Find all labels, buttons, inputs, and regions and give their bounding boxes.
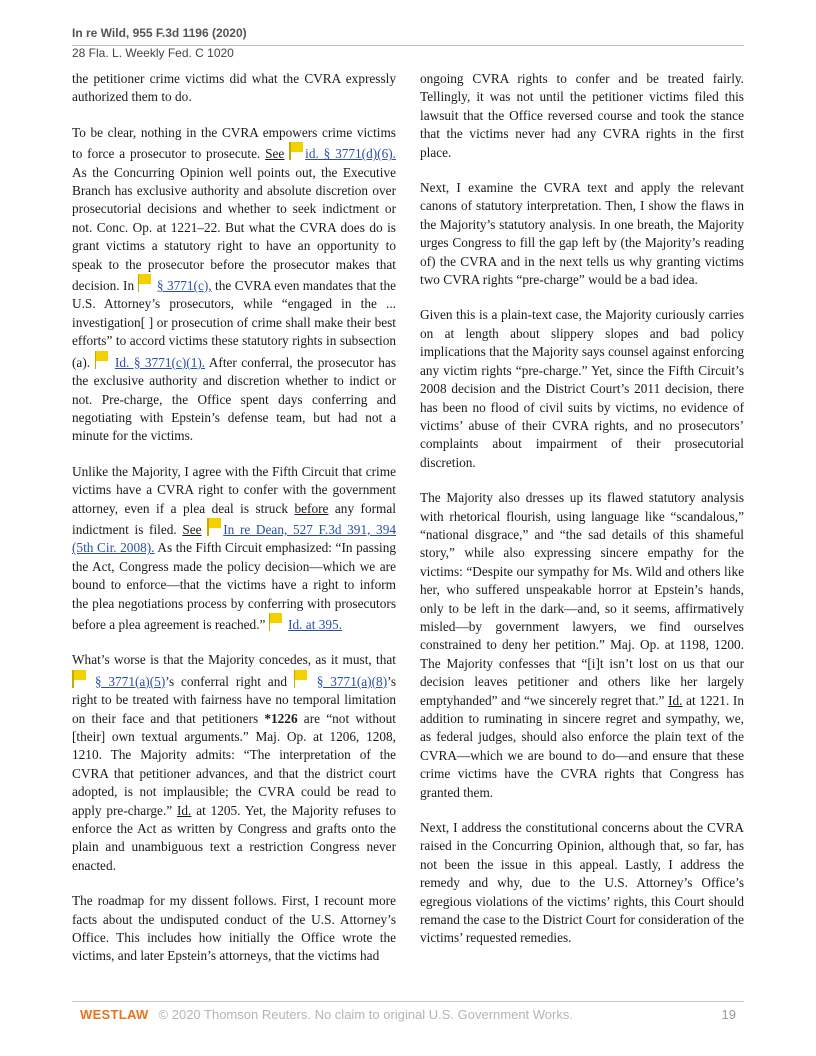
citation-link[interactable]: Id. § 3771(c)(1). [114, 354, 206, 370]
page-header [72, 26, 744, 60]
paragraph: Given this is a plain-text case, the Majority curiously carries on at length about slippery slopes and bad policy implications that the Majority says counsel against enforcing any victim rights “pre-charge.” Yet, since the Fifth Circuit’s 2008 decision and the District Court’s 2011 decision, there has been no flood of civil suits by victims, no evidence of victims’ abuse of their CVRA rights, and no prosecutors’ complaints about impairment of their prosecutorial discretion. [420, 307, 744, 470]
flag-icon[interactable] [72, 670, 86, 688]
citation-link[interactable]: § 3771(a)(5) [94, 673, 166, 689]
paragraph: The roadmap for my dissent follows. First, I recount more facts about the undisputed conduct of the U.S. Attorney’s Office. This includes how initially the Office wrote the victims, and later Epstein’s attorneys, that the victims had [72, 893, 396, 964]
reporter-citation: 28 Fla. L. Weekly Fed. C 1020 [72, 46, 234, 60]
case-title: In re Wild, 955 F.3d 1196 (2020) [72, 26, 247, 40]
paragraph: What’s worse is that the Majority concedes, as it must, that § 3771(a)(5)’s conferral right and § 3771(a)(8)’s right to be treated with fairness have no temporal limitation on their face and that petitioners *1226 are “not without [their] own textual arguments.” Maj. Op. at 1206, 1208, 1210. The Majority admits: “The interpretation of the CVRA that petitioner advances, and that the district court adopted, is not implausible; the CVRA could be read to apply pre-charge.” Id. at 1205. Yet, the Majority refuses to enforce the Act as written by Congress and grafts onto the plain and unambiguous text a restriction Congress never enacted. [72, 652, 397, 873]
flag-icon[interactable] [269, 613, 283, 631]
flag-icon[interactable] [289, 142, 303, 160]
paragraph: the petitioner crime victims did what the CVRA expressly authorized them to do. [72, 71, 396, 105]
westlaw-logo: WESTLAW [80, 1007, 149, 1022]
signal-see: See [265, 146, 285, 162]
page-number: 19 [721, 1007, 736, 1022]
left-column [72, 70, 396, 983]
flag-icon[interactable] [207, 518, 221, 536]
right-column [420, 70, 744, 965]
copyright-notice: © 2020 Thomson Reuters. No claim to original U.S. Government Works. [158, 1007, 573, 1022]
signal-see: See [182, 521, 202, 537]
citation-link[interactable]: Id. at 395. [288, 616, 342, 632]
paragraph: To be clear, nothing in the CVRA empowers crime victims to force a prosecutor to prosecute. See id. § 3771(d)(6). As the Concurring Opinion well points out, the Executive Branch has exclusive authority and absolute discretion over prosecutorial decisions and whether to seek indictment or not. Conc. Op. at 1221–22. But what the CVRA does do is grant victims a statutory right to have an opportunity to speak to the prosecutor before the prosecutor makes that decision. In § 3771(c), the CVRA even mandates that the U.S. Attorney’s prosecutors, while “engaged in the ... investigation[ ] or prosecution of crime shall make their best efforts” to accord victims these statutory rights in subsection (a). Id. § 3771(c)(1). After conferral, the prosecutor has the exclusive authority and discretion whether to indict or not. Pre-charge, the Office spent days conferring and negotiating with Epstein’s defense team, but had not a minute for the victims. [72, 124, 397, 444]
flag-icon[interactable] [138, 274, 152, 292]
paragraph: The Majority also dresses up its flawed statutory analysis with rhetorical flourish, using language like “scandalous,” “national disgrace,” and “the sad details of this shameful story,” while also expressing sincere empathy for the victims: “Despite our sympathy for Ms. Wild and others like her, who suffered unspeakable horror at Epstein’s hands, only to be left in the dark—and, so it seems, affirmatively misled—by government lawyers, we find ourselves constrained to deny her petition.” Maj. Op. at 1198, 1200. The Majority confesses that “[i]t isn’t lost on us that our decision leaves petitioner and others like her largely emptyhanded” and “we sincerely regret that.” Id. at 1221. In addition to ruminating in sincere regret and sympathy, we, as federal judges, should also enforce the plain text of the CVRA—which we are bound to do—and ensure that these crime victims have the CVRA rights that Congress has granted them. [420, 490, 744, 800]
paragraph: Unlike the Majority, I agree with the Fifth Circuit that crime victims have a CVRA right to confer with the government attorney, even if a plea deal is struck before any formal indictment is filed. See In re Dean, 527 F.3d 391, 394 (5th Cir. 2008). As the Fifth Circuit emphasized: “In passing the Act, Congress made the policy decision—which we are bound to enforce—that the victims have a right to inform the plea negotiations process by conferring with prosecutors before a plea agreement is reached.” Id. at 395. [72, 463, 397, 632]
flag-icon[interactable] [95, 351, 109, 369]
page-footer [72, 1007, 744, 1022]
citation-link[interactable]: id. § 3771(d)(6). [305, 146, 396, 162]
star-page: *1226 [264, 710, 298, 726]
flag-icon[interactable] [294, 670, 308, 688]
paragraph: Next, I examine the CVRA text and apply the relevant canons of statutory interpretation. Then, I show the flaws in the Majority’s statutory analysis. In one breath, the Majority urges Congress to fill the gap left by (the Majority’s reading of) the CVRA and in the next tells us why granting victims two CVRA rights “pre-charge” would be a bad idea. [420, 180, 744, 288]
citation-link[interactable]: § 3771(c), [156, 278, 212, 294]
citation-link[interactable]: § 3771(a)(8) [316, 673, 388, 689]
paragraph: Next, I address the constitutional concerns about the CVRA raised in the Concurring Opinion, although that, so far, has not been the issue in this appeal. Lastly, I address the remedy and why, due to the U.S. Attorney’s Office’s egregious violations of the victims’ rights, this Court should remand the case to the District Court for consideration of the victims’ requested remedies. [420, 820, 744, 946]
citation-link[interactable]: In re Dean, 527 F.3d 391, 394 (5th Cir. 2008). [72, 521, 397, 556]
footer-divider [72, 1001, 744, 1002]
paragraph: ongoing CVRA rights to confer and be treated fairly. Tellingly, it was not until the petitioner victims filed this lawsuit that the Office reversed course and took the stance that the victims never had any CVRA rights in the first place. [420, 71, 744, 160]
